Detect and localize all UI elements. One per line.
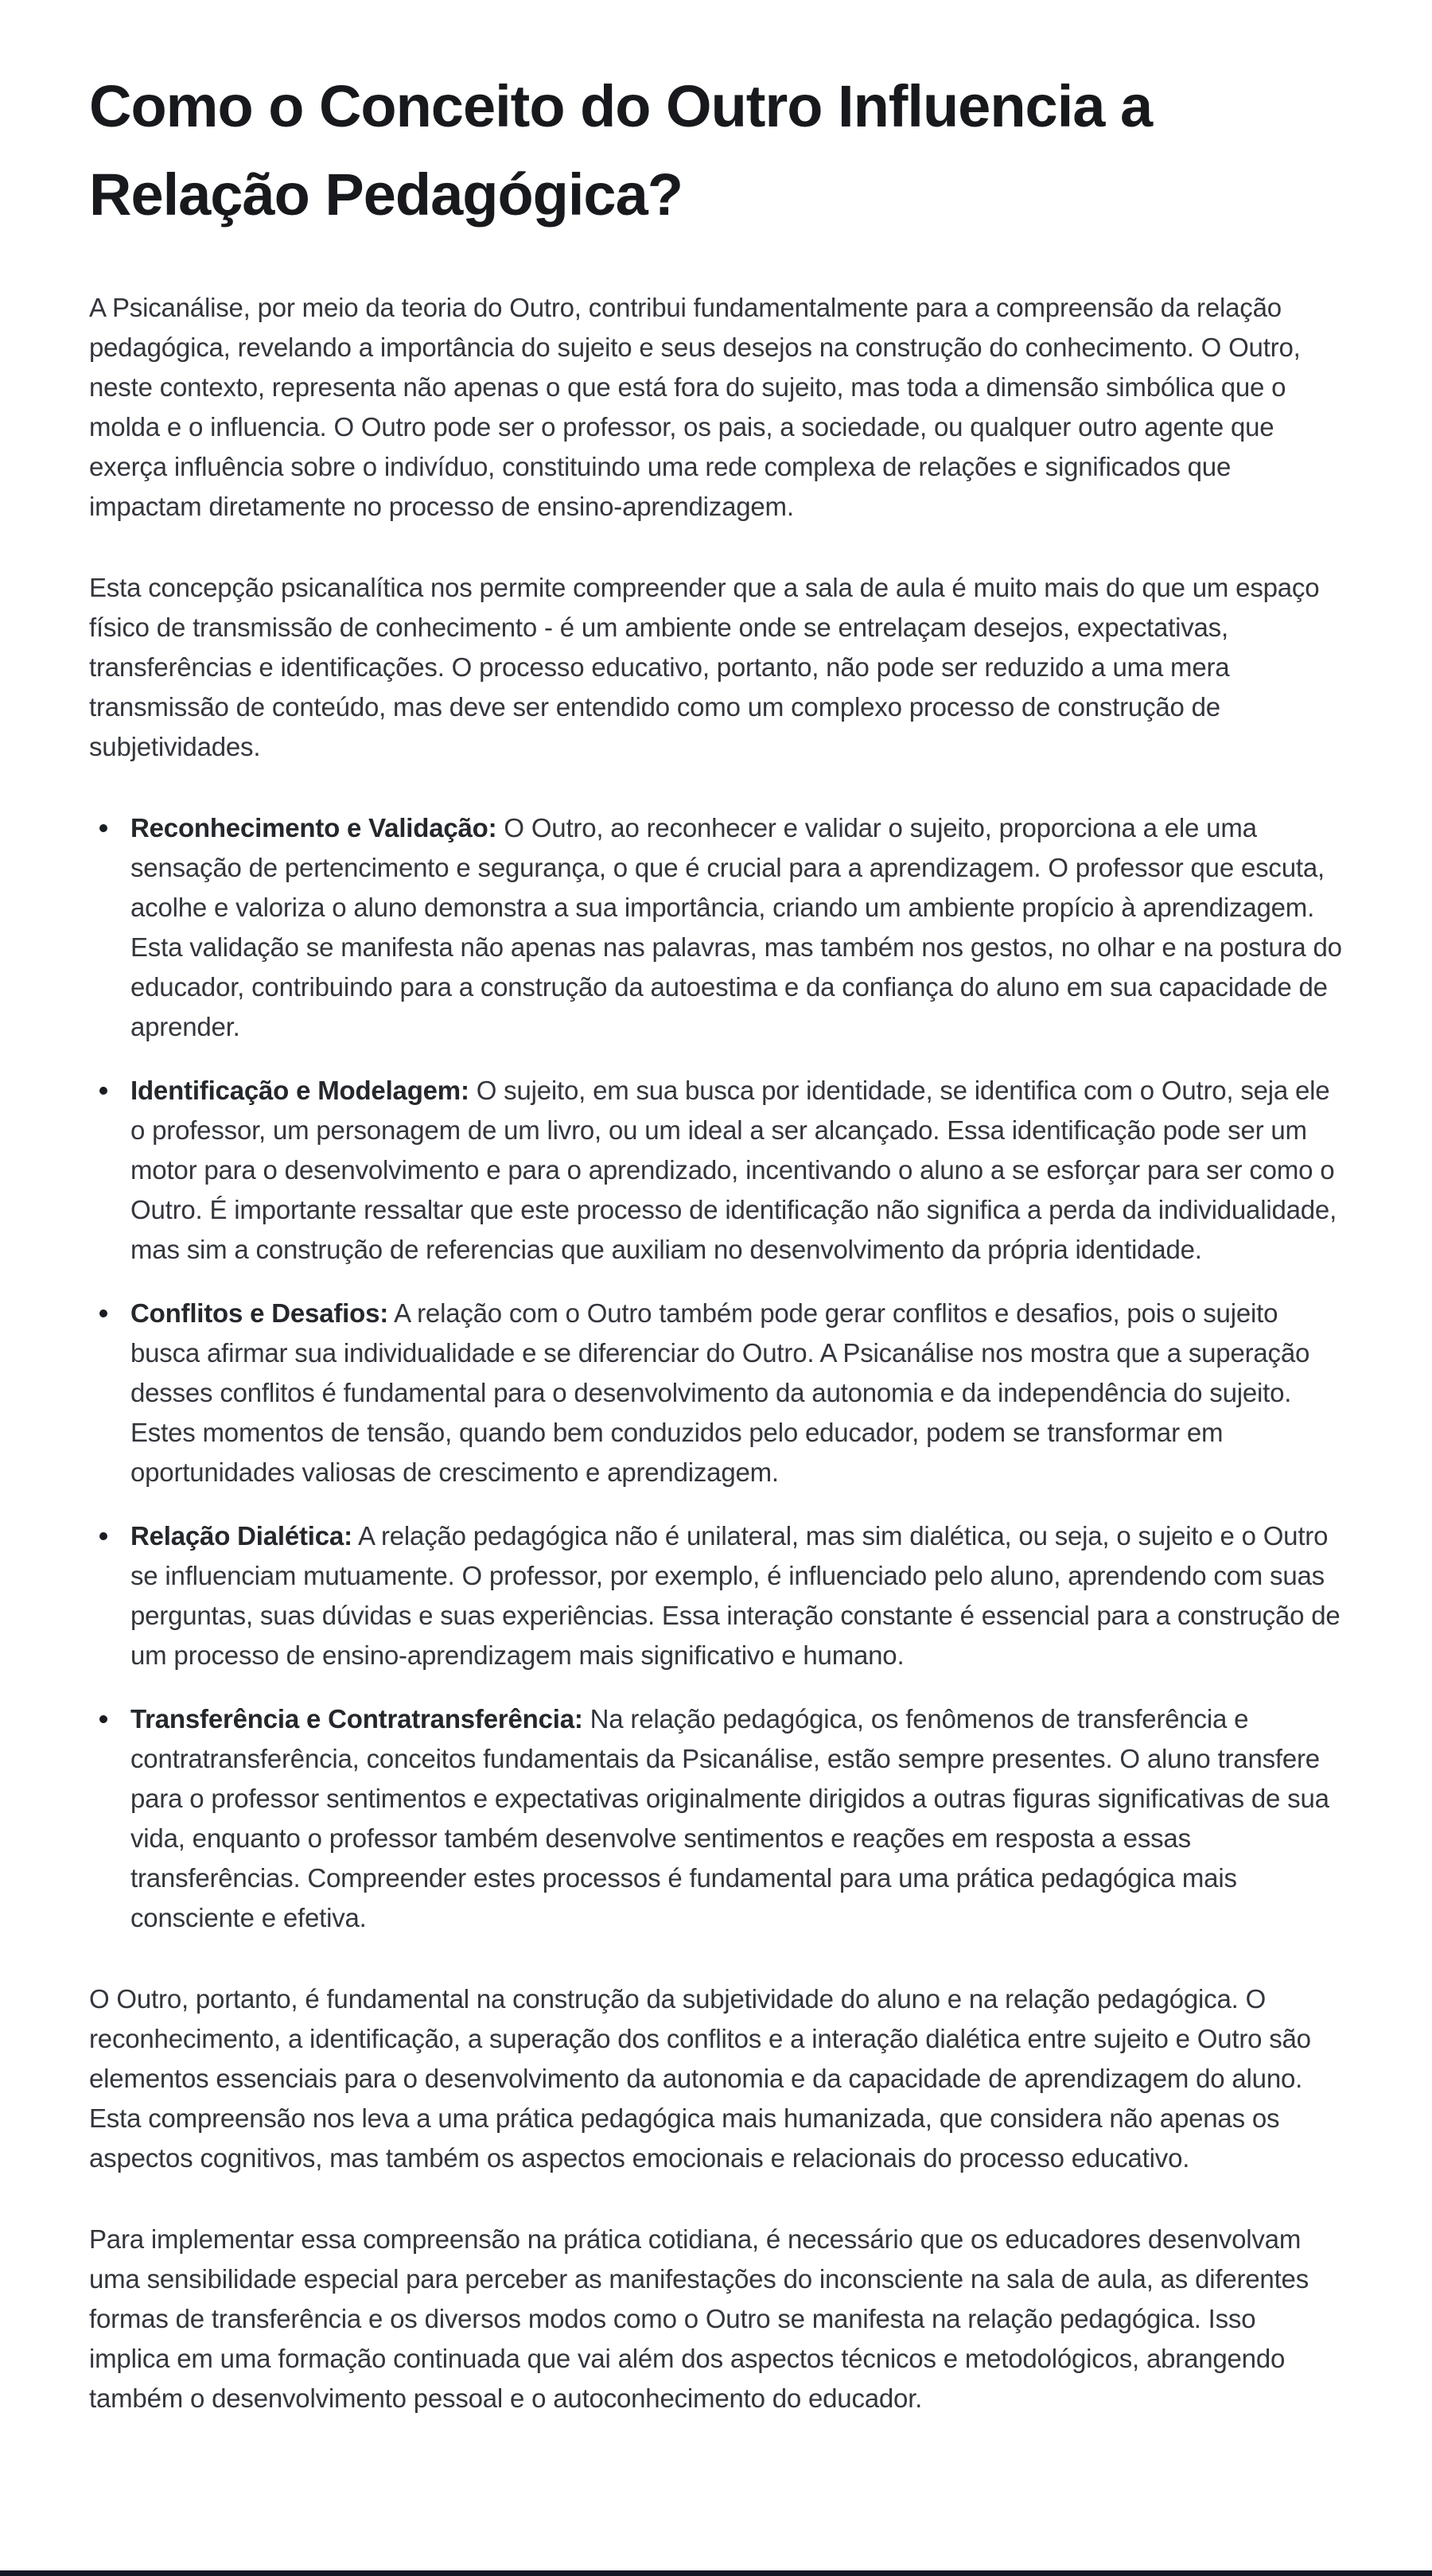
list-item-lead: Relação Dialética: [130,1521,352,1551]
bullet-dot-icon [99,1087,107,1095]
outro-paragraph-2: Para implementar essa compreensão na prática cotidiana, é necessário que os educadores desenvolvam uma sensibilidade especial para perceber as manifestações do inconsciente na sala de aula, as diferentes formas de transferência e os diversos modos como o Outro se manifesta na relação pedagógica. Isso implica em uma formação continuada que vai além dos aspectos técnicos e metodológicos, abrangendo também o desenvolvimento pessoal e o autoconhecimento do educador. [89,2224,1309,2413]
page-title: Como o Conceito do Outro Influencia a Relação Pedagógica? [89,73,1153,228]
list-item [89,1071,1343,1270]
list-item-lead: Identificação e Modelagem: [130,1076,469,1105]
intro-paragraph-1: A Psicanálise, por meio da teoria do Outro, contribui fundamentalmente para a compreensão da relação pedagógica, revelando a importância do sujeito e seus desejos na construção do conhecimento. O Outro, neste contexto, representa não apenas o que está fora do sujeito, mas toda a dimensão simbólica que o molda e o influencia. O Outro pode ser o professor, os pais, a sociedade, ou qualquer outro agente que exerça influência sobre o indivíduo, constituindo uma rede complexa de relações e significados que impactam diretamente no processo de ensino-aprendizagem. [89,293,1301,521]
list-item-text: Na relação pedagógica, os fenômenos de transferência e contratransferência, conceitos fundamentais da Psicanálise, estão sempre presentes. O aluno transfere para o professor sentimentos e expectativas originalmente dirigidos a outras figuras significativas de sua vida, enquanto o professor também desenvolve sentimentos e reações em resposta a essas transferências. Compreender estes processos é fundamental para uma prática pedagógica mais consciente e efetiva. [130,1704,1329,1932]
list-item-text: A relação com o Outro também pode gerar conflitos e desafios, pois o sujeito busca afirmar sua individualidade e se diferenciar do Outro. A Psicanálise nos mostra que a superação desses conflitos é fundamental para o desenvolvimento da autonomia e da independência do sujeito. Estes momentos de tensão, quando bem conduzidos pelo educador, podem se transformar em oportunidades valiosas de crescimento e aprendizagem. [130,1298,1310,1487]
footer-bar [0,2570,1432,2576]
list-item-text: A relação pedagógica não é unilateral, mas sim dialética, ou seja, o sujeito e o Outro se influenciam mutuamente. O professor, por exemplo, é influenciado pelo aluno, aprendendo com suas perguntas, suas dúvidas e suas experiências. Essa interação constante é essencial para a construção de um processo de ensino-aprendizagem mais significativo e humano. [130,1521,1341,1670]
list-item [89,808,1343,1047]
intro-paragraph-2: Esta concepção psicanalítica nos permite compreender que a sala de aula é muito mais do que um espaço físico de transmissão de conhecimento - é um ambiente onde se entrelaçam desejos, expectativas, transferências e identificações. O processo educativo, portanto, não pode ser reduzido a uma mera transmissão de conteúdo, mas deve ser entendido como um complexo processo de construção de subjetividades. [89,573,1320,761]
list-item-lead: Transferência e Contratransferência: [130,1704,583,1734]
key-points-list [89,808,1343,1938]
bullet-dot-icon [99,1715,107,1723]
bullet-dot-icon [99,1309,107,1317]
outro-paragraph-1: O Outro, portanto, é fundamental na construção da subjetividade do aluno e na relação pedagógica. O reconhecimento, a identificação, a superação dos conflitos e a interação dialética entre sujeito e Outro são elementos essenciais para o desenvolvimento da autonomia e da capacidade de aprendizagem do aluno. Esta compreensão nos leva a uma prática pedagógica mais humanizada, que considera não apenas os aspectos cognitivos, mas também os aspectos emocionais e relacionais do processo educativo. [89,1984,1311,2173]
list-item-text: O sujeito, em sua busca por identidade, se identifica com o Outro, seja ele o professor, um personagem de um livro, ou um ideal a ser alcançado. Essa identificação pode ser um motor para o desenvolvimento e para o aprendizado, incentivando o aluno a se esforçar para ser como o Outro. É importante ressaltar que este processo de identificação não significa a perda da individualidade, mas sim a construção de referencias que auxiliam no desenvolvimento da própria identidade. [130,1076,1337,1264]
bullet-dot-icon [99,1532,107,1540]
list-item-text: O Outro, ao reconhecer e validar o sujeito, proporciona a ele uma sensação de pertencimento e segurança, o que é crucial para a aprendizagem. O professor que escuta, acolhe e valoriza o aluno demonstra a sua importância, criando um ambiente propício à aprendizagem. Esta validação se manifesta não apenas nas palavras, mas também nos gestos, no olhar e na postura do educador, contribuindo para a construção da autoestima e da confiança do aluno em sua capacidade de aprender. [130,813,1342,1041]
list-item-lead: Conflitos e Desafios: [130,1298,389,1328]
list-item [89,1699,1343,1938]
list-item-lead: Reconhecimento e Validação: [130,813,497,842]
bullet-dot-icon [99,824,107,832]
list-item [89,1294,1343,1492]
list-item [89,1516,1343,1675]
